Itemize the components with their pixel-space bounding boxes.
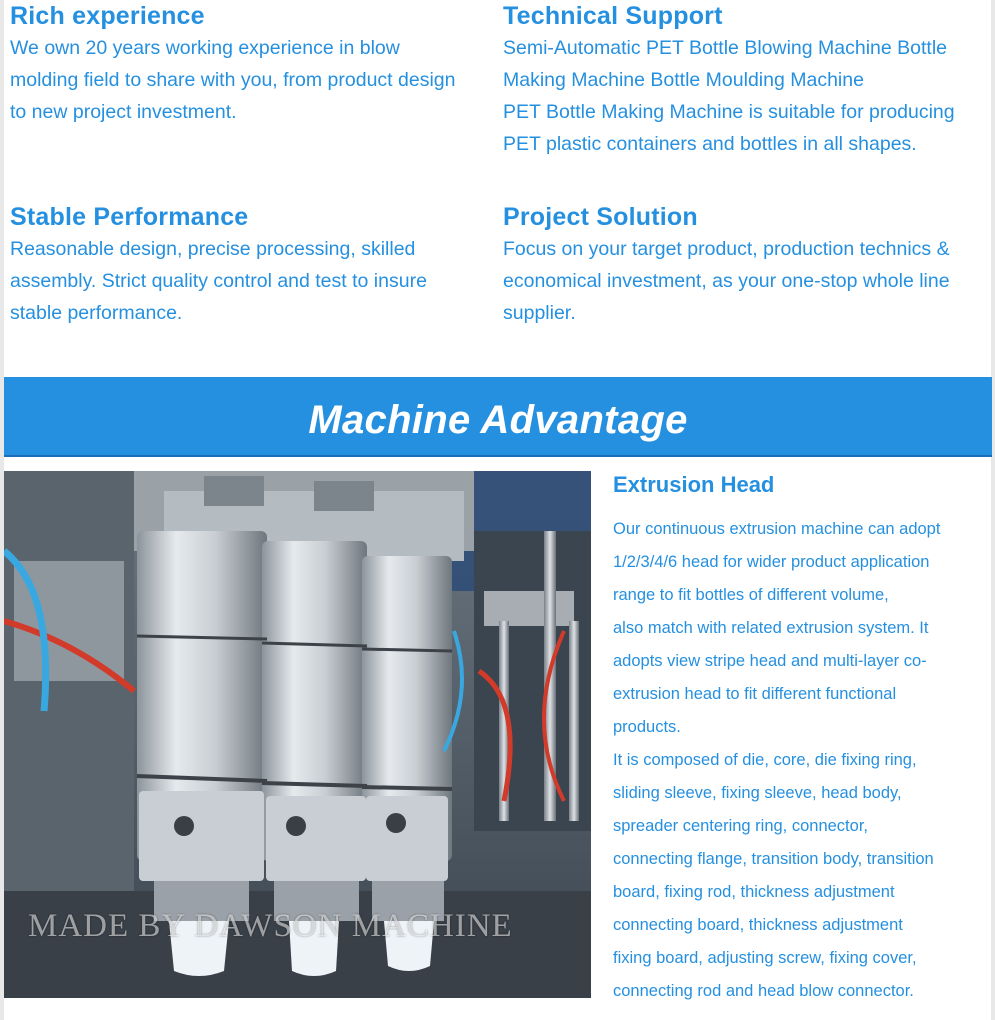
feature-description: Focus on your target product, production technics & economical investment, as your one-stop whole line supplier. [503, 238, 950, 324]
feature-rich-experience [10, 0, 495, 128]
extrusion-head-section [613, 470, 985, 1008]
feature-technical-support [503, 0, 993, 160]
extrusion-head-title: Extrusion Head [613, 472, 775, 497]
extrusion-head-description: Our continuous extrusion machine can adopt 1/2/3/4/6 head for wider product application range to fit bottles of different volume, also match with related extrusion system. It adopts view stripe head and multi-layer co- extrusion head to fit different functional products. It is composed of die, core, die fixing ring, sliding sleeve, fixing sleeve, head body, spreader centering ring, connector, connecting flange, transition body, transition board, fixing rod, thickness adjustment connecting board, thickness adjustment fixing board, adjusting screw, fixing cover, connecting rod and head blow connector. [613, 520, 941, 1000]
machine-advantage-banner [4, 377, 992, 457]
feature-title: Stable Performance [10, 203, 249, 231]
feature-title: Rich experience [10, 2, 205, 30]
feature-stable-performance [10, 201, 495, 329]
feature-description: Reasonable design, precise processing, skilled assembly. Strict quality control and test to insure stable performance. [10, 238, 427, 324]
feature-description: Semi-Automatic PET Bottle Blowing Machine Bottle Making Machine Bottle Moulding Machine PET Bottle Making Machine is suitable for producing PET plastic containers and bottles in all shapes. [503, 37, 955, 155]
feature-project-solution [503, 201, 993, 329]
photo-watermark: MADE BY DAWSON MACHINE [28, 908, 513, 944]
feature-title: Technical Support [503, 2, 723, 30]
banner-title: Machine Advantage [308, 398, 688, 442]
feature-title: Project Solution [503, 203, 698, 231]
feature-description: We own 20 years working experience in blow molding field to share with you, from product design to new project investment. [10, 37, 456, 123]
